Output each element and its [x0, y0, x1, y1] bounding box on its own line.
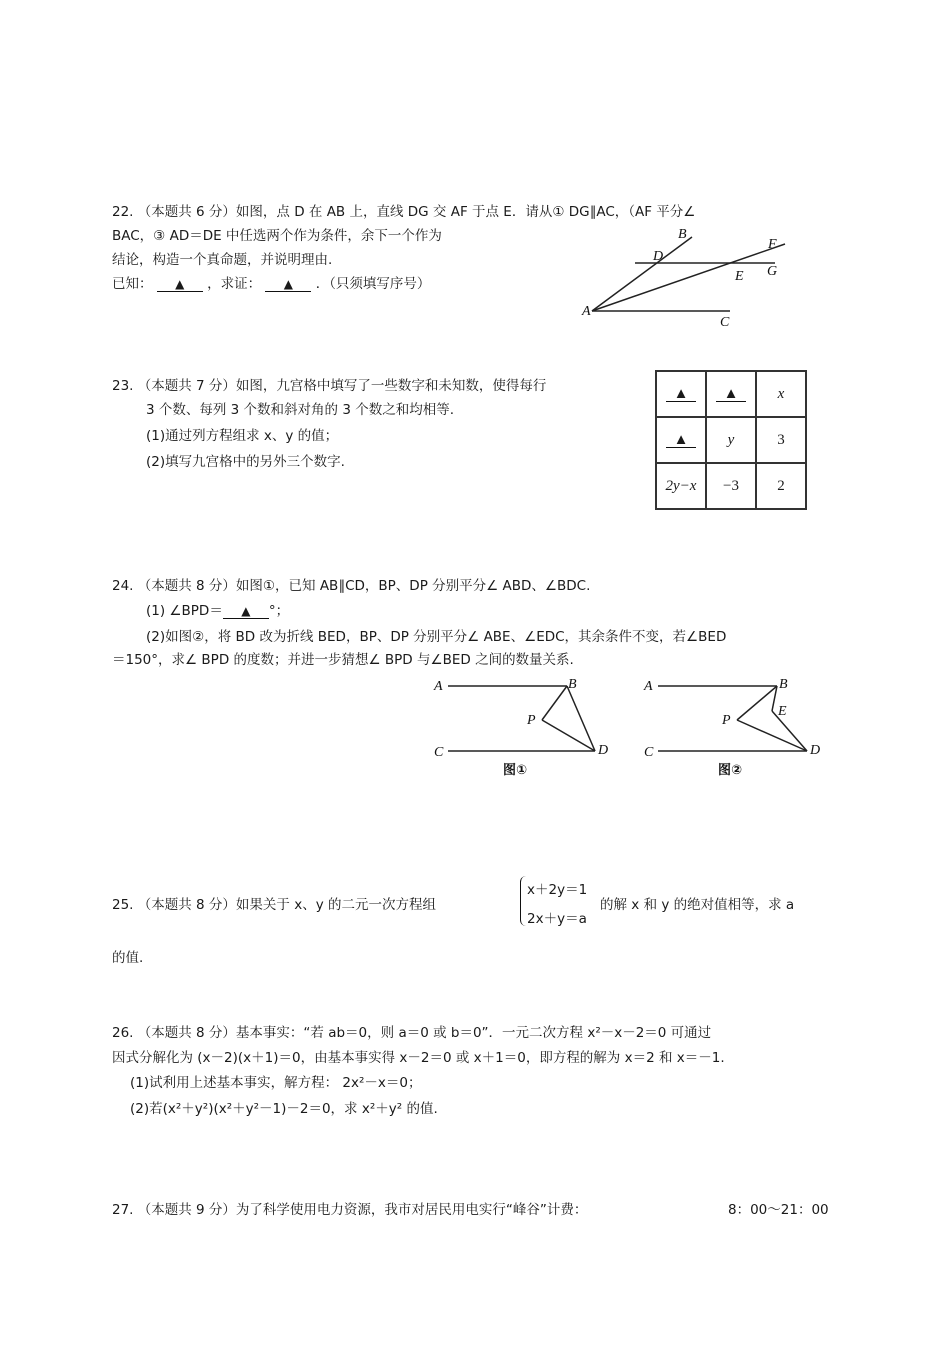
- q22-known-blank[interactable]: ▲: [157, 277, 203, 292]
- fig1-caption: 图①: [503, 763, 528, 778]
- q22-known-label: 已知：: [112, 276, 153, 292]
- fig2-label-a: A: [644, 679, 653, 694]
- q22-prove-blank[interactable]: ▲: [265, 277, 311, 292]
- q23-item1: (1)通过列方程组求 x、y 的值；: [146, 428, 339, 444]
- q24-figure-2: [640, 670, 840, 785]
- q23-line1: 23. （本题共 7 分）如图，九宫格中填写了一些数字和未知数，使得每行: [112, 378, 547, 394]
- grid-cell[interactable]: ▲: [706, 371, 756, 417]
- q24-item1: [146, 599, 289, 619]
- q26-line1: 26. （本题共 8 分）基本事实：“若 ab＝0，则 a＝0 或 b＝0”．一元二次方程 x²－x－2＝0 可通过: [112, 1025, 712, 1041]
- q24-line1: 24. （本题共 8 分）如图①，已知 AB∥CD，BP、DP 分别平分∠ ABD、∠BDC.: [112, 578, 591, 594]
- grid-cell[interactable]: ▲: [656, 417, 706, 463]
- q27-time: 8：00～21：00: [728, 1202, 829, 1218]
- q27-line1: 27. （本题共 9 分）为了科学使用电力资源，我市对居民用电实行“峰谷”计费：: [112, 1202, 588, 1218]
- q26-line2: 因式分解化为 (x－2)(x＋1)＝0，由基本事实得 x－2＝0 或 x＋1＝0，即方程的解为 x＝2 和 x＝－1.: [112, 1050, 725, 1066]
- q22-label-g: G: [767, 264, 778, 279]
- q22-label-b: B: [678, 227, 687, 242]
- grid-cell: x: [756, 371, 806, 417]
- q24-item1-unit: °；: [268, 603, 290, 619]
- q22-line3: 结论，构造一个真命题，并说明理由.: [112, 252, 333, 268]
- q24-item1-text: (1) ∠BPD＝: [146, 603, 223, 619]
- q22-label-a: A: [582, 304, 591, 319]
- q22-label-d: D: [653, 249, 664, 264]
- q25-eq1: x＋2y＝1: [527, 882, 588, 898]
- fig2-label-d: D: [810, 743, 821, 758]
- q22-line1: 22. （本题共 6 分）如图，点 D 在 AB 上，直线 DG 交 AF 于点 E．请从① DG∥AC，（AF 平分∠: [112, 204, 696, 220]
- q25-post: 的解 x 和 y 的绝对值相等，求 a: [600, 897, 795, 913]
- q24-item2a: (2)如图②，将 BD 改为折线 BED，BP、DP 分别平分∠ ABE、∠EDC，其余条件不变，若∠BED: [146, 629, 727, 645]
- q23-item2: (2)填写九宫格中的另外三个数字.: [146, 454, 345, 470]
- grid-cell: y: [706, 417, 756, 463]
- fig2-label-e: E: [778, 704, 787, 719]
- fig2-label-p: P: [722, 713, 731, 728]
- fig2-label-b: B: [779, 677, 788, 692]
- q24-item2b: ＝150°，求∠ BPD 的度数；并进一步猜想∠ BPD 与∠BED 之间的数量关系.: [112, 652, 574, 668]
- q23-line2: 3 个数、每列 3 个数和斜对角的 3 个数之和均相等.: [146, 402, 455, 418]
- grid-cell: −3: [706, 463, 756, 509]
- equation-system-brace: [520, 876, 527, 926]
- q23-magic-square: [655, 370, 807, 510]
- q25-line2: 的值.: [112, 950, 144, 966]
- fig1-label-a: A: [434, 679, 443, 694]
- q24-item1-blank[interactable]: ▲: [223, 604, 269, 619]
- grid-cell: 3: [756, 417, 806, 463]
- fig2-label-c: C: [644, 745, 654, 760]
- fig1-label-p: P: [527, 713, 536, 728]
- q22-tail: ．（只须填写序号）: [315, 276, 431, 292]
- q25-pre: 25. （本题共 8 分）如果关于 x、y 的二元一次方程组: [112, 897, 436, 913]
- q22-line2: BAC，③ AD＝DE 中任选两个作为条件，余下一个作为: [112, 228, 442, 244]
- q22-label-c: C: [720, 315, 730, 330]
- q25-eq2: 2x＋y＝a: [527, 911, 587, 927]
- fig1-label-b: B: [568, 677, 577, 692]
- fig1-label-c: C: [434, 745, 444, 760]
- grid-cell: 2y−x: [656, 463, 706, 509]
- q22-answer-line: [112, 272, 430, 292]
- q26-item1: (1)试利用上述基本事实，解方程： 2x²－x＝0；: [130, 1075, 422, 1091]
- q26-item2: (2)若(x²＋y²)(x²＋y²－1)－2＝0，求 x²＋y² 的值.: [130, 1101, 438, 1117]
- fig1-label-d: D: [598, 743, 609, 758]
- q24-figure-1: [430, 670, 620, 785]
- q22-figure: [580, 220, 820, 335]
- fig2-caption: 图②: [718, 763, 743, 778]
- q22-prove-label: ，求证：: [207, 276, 262, 292]
- grid-cell[interactable]: ▲: [656, 371, 706, 417]
- q22-label-e: E: [735, 269, 744, 284]
- q22-label-f: F: [768, 237, 777, 252]
- grid-cell: 2: [756, 463, 806, 509]
